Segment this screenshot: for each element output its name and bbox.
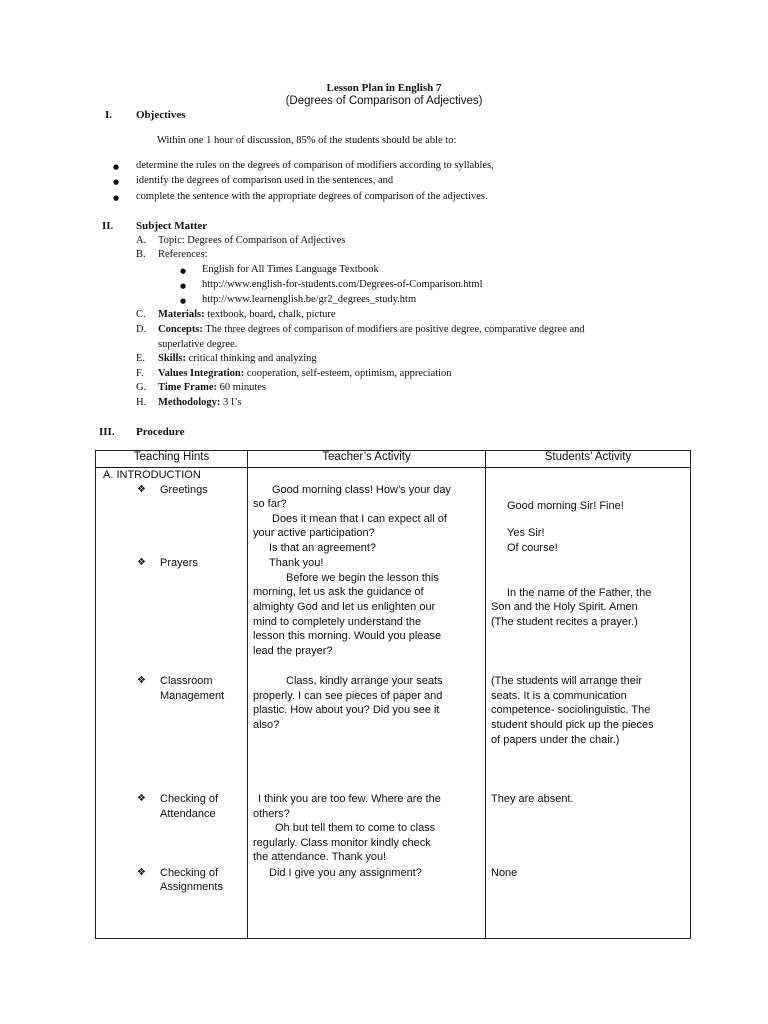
- diamond-bullet-icon: ❖: [137, 675, 146, 686]
- column-header: Students’ Activity: [486, 451, 691, 468]
- diamond-bullet-icon: ❖: [137, 867, 146, 878]
- concepts-line-2: superlative degree.: [158, 339, 238, 350]
- item-letter: E.: [136, 353, 146, 364]
- bullet-icon: ●: [180, 267, 187, 275]
- teacher-line: Is that an agreement?: [269, 542, 377, 554]
- item-letter: F.: [136, 368, 144, 379]
- materials-line: Materials: textbook, board, chalk, picture: [158, 309, 336, 320]
- diamond-bullet-icon: ❖: [137, 484, 146, 495]
- item-letter: D.: [136, 324, 147, 335]
- reference-link[interactable]: http://www.english-for-students.com/Degrees-of-Comparison.html: [202, 279, 483, 290]
- teacher-activity-cell: [248, 468, 486, 939]
- student-line: Of course!: [507, 542, 558, 554]
- hint-label: Greetings: [160, 484, 208, 496]
- page-subtitle: (Degrees of Comparison of Adjectives): [285, 95, 483, 107]
- section-heading-procedure: Procedure: [136, 426, 185, 438]
- reference-item: English for All Times Language Textbook: [202, 264, 379, 275]
- student-line: Yes Sir!: [507, 527, 545, 539]
- student-line: Son and the Holy Spirit. Amen: [491, 601, 638, 613]
- time-line: Time Frame: 60 minutes: [158, 382, 266, 393]
- hint-label: Checking of: [160, 867, 219, 879]
- hint-label: Attendance: [160, 808, 216, 820]
- concepts-line: Concepts: The three degrees of comparison of modifiers are positive degree, comparative degree and: [158, 324, 585, 335]
- student-line: seats. It is a communication: [491, 690, 627, 702]
- references-label: References:: [158, 249, 208, 260]
- hint-section-label: A. INTRODUCTION: [103, 469, 201, 481]
- teacher-line: Before we begin the lesson this: [286, 572, 439, 584]
- teacher-line: I think you are too few. Where are the: [258, 793, 441, 805]
- section-numeral-procedure: III.: [99, 426, 115, 438]
- section-numeral-objectives: I.: [105, 109, 113, 121]
- item-letter: H.: [136, 397, 147, 408]
- item-letter: C.: [136, 309, 146, 320]
- objective-item: identify the degrees of comparison used in the sentences, and: [136, 175, 394, 186]
- hint-label: Checking of: [160, 793, 219, 805]
- student-line: of papers under the chair.): [491, 734, 620, 746]
- bullet-icon: ●: [180, 297, 187, 305]
- teacher-line: Oh but tell them to come to class: [275, 822, 436, 834]
- student-line: competence- sociolinguistic. The: [491, 704, 651, 716]
- teacher-line: your active participation?: [253, 527, 375, 539]
- bullet-icon: ●: [113, 163, 120, 171]
- teaching-hints-cell: [96, 468, 248, 939]
- teacher-line: Thank you!: [269, 557, 324, 569]
- column-header: Teaching Hints: [96, 451, 248, 468]
- bullet-icon: ●: [113, 194, 120, 202]
- student-line: (The student recites a prayer.): [491, 616, 638, 628]
- teacher-line: Good morning class! How’s your day: [272, 484, 451, 496]
- hint-label: Management: [160, 690, 225, 702]
- student-line: None: [491, 867, 518, 879]
- teacher-line: plastic. How about you? Did you see it: [253, 704, 440, 716]
- hint-label: Assignments: [160, 881, 223, 893]
- table-header-row: [96, 451, 691, 468]
- teacher-line: Class, kindly arrange your seats: [286, 675, 443, 687]
- section-heading-subject: Subject Matter: [136, 220, 208, 232]
- objective-item: complete the sentence with the appropriate degrees of comparison of the adjectives.: [136, 191, 488, 202]
- bullet-icon: ●: [180, 282, 187, 290]
- teacher-line: also?: [253, 719, 280, 731]
- teacher-line: lead the prayer?: [253, 645, 333, 657]
- student-line: In the name of the Father, the: [507, 587, 652, 599]
- teacher-line: others?: [253, 808, 290, 820]
- student-line: student should pick up the pieces: [491, 719, 654, 731]
- teacher-line: almighty God and let us enlighten our: [253, 601, 436, 613]
- objectives-intro: Within one 1 hour of discussion, 85% of the students should be able to:: [157, 135, 457, 146]
- diamond-bullet-icon: ❖: [137, 557, 146, 568]
- teacher-line: Did I give you any assignment?: [269, 867, 422, 879]
- teacher-line: Does it mean that I can expect all of: [272, 513, 447, 525]
- students-activity-cell: [486, 468, 691, 939]
- diamond-bullet-icon: ❖: [137, 793, 146, 804]
- teacher-line: the attendance. Thank you!: [253, 851, 387, 863]
- procedure-table: [95, 450, 691, 939]
- page-title: Lesson Plan in English 7: [326, 82, 442, 94]
- item-letter: B.: [136, 249, 146, 260]
- teacher-line: properly. I can see pieces of paper and: [253, 690, 443, 702]
- objective-item: determine the rules on the degrees of comparison of modifiers according to syllables,: [136, 160, 494, 171]
- section-heading-objectives: Objectives: [136, 109, 186, 121]
- item-letter: A.: [136, 235, 147, 246]
- teacher-line: regularly. Class monitor kindly check: [253, 837, 431, 849]
- bullet-icon: ●: [113, 178, 120, 186]
- values-line: Values Integration: cooperation, self-esteem, optimism, appreciation: [158, 368, 452, 379]
- student-line: (The students will arrange their: [491, 675, 643, 687]
- student-line: They are absent.: [491, 793, 574, 805]
- hint-label: Classroom: [160, 675, 213, 687]
- column-header: Teacher’s Activity: [248, 451, 486, 468]
- section-numeral-subject: II.: [102, 220, 114, 232]
- topic-text: Topic: Degrees of Comparison of Adjectives: [158, 235, 346, 246]
- teacher-line: lesson this morning. Would you please: [253, 630, 442, 642]
- reference-link[interactable]: http://www.learnenglish.be/gr2_degrees_study.htm: [202, 294, 417, 305]
- student-line: Good morning Sir! Fine!: [507, 500, 624, 512]
- method-line: Methodology: 3 I’s: [158, 397, 242, 408]
- teacher-line: mind to completely understand the: [253, 616, 422, 628]
- teacher-line: so far?: [253, 498, 287, 510]
- item-letter: G.: [136, 382, 147, 393]
- table-row: [96, 468, 691, 939]
- teacher-line: morning, let us ask the guidance of: [253, 586, 424, 598]
- hint-label: Prayers: [160, 557, 198, 569]
- skills-line: Skills: critical thinking and analyzing: [158, 353, 317, 364]
